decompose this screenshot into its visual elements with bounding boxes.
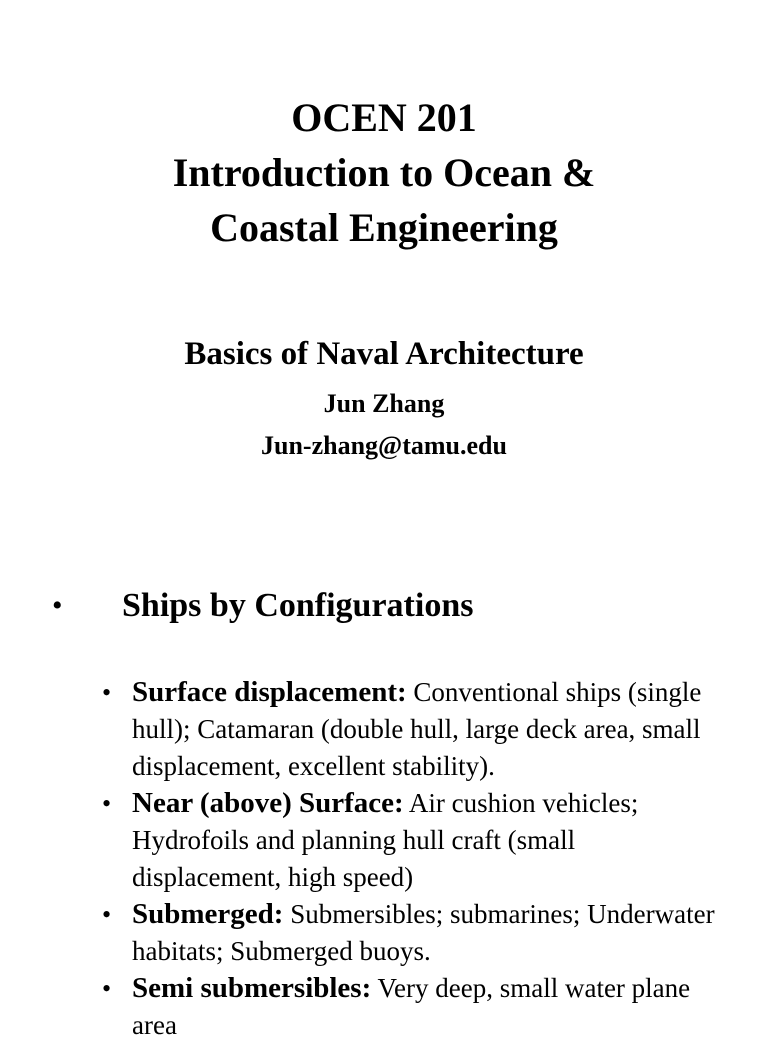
list-bullet: •	[102, 789, 112, 818]
list-bullet: •	[102, 900, 112, 929]
list-item-text: Submersibles; submarines; Underwater habitats; Submerged buoys.	[132, 899, 715, 966]
title-course-name-line2: Coastal Engineering	[210, 205, 558, 250]
title-course-name-line1: Introduction to Ocean &	[172, 150, 596, 195]
list-item	[0, 896, 768, 970]
list-item	[0, 674, 768, 785]
slide-title	[0, 90, 768, 255]
list-item-term: Submerged:	[132, 898, 284, 930]
slide-subtitle: Basics of Naval Architecture	[184, 336, 584, 372]
list-item-text: Very deep, small water plane area	[132, 973, 691, 1040]
author-name: Jun Zhang	[323, 389, 445, 418]
title-course-code: OCEN 201	[291, 95, 477, 140]
list-item-term: Semi submersibles:	[132, 972, 372, 1004]
list-item	[0, 785, 768, 896]
list-item-term: Surface displacement:	[132, 676, 407, 708]
configuration-list	[0, 674, 768, 1044]
author-email: Jun-zhang@tamu.edu	[261, 431, 507, 460]
list-bullet: •	[102, 678, 112, 707]
list-item-text: Conventional ships (single hull); Catamaran (double hull, large deck area, small displacement, excellent stability).	[132, 677, 702, 781]
list-item-term: Near (above) Surface:	[132, 787, 404, 819]
section-heading: Ships by Configurations	[122, 587, 474, 624]
list-item	[0, 970, 768, 1044]
list-bullet: •	[102, 974, 112, 1003]
section-bullet: •	[52, 589, 63, 622]
list-item-text: Air cushion vehicles; Hydrofoils and planning hull craft (small displacement, high speed)	[132, 788, 639, 892]
